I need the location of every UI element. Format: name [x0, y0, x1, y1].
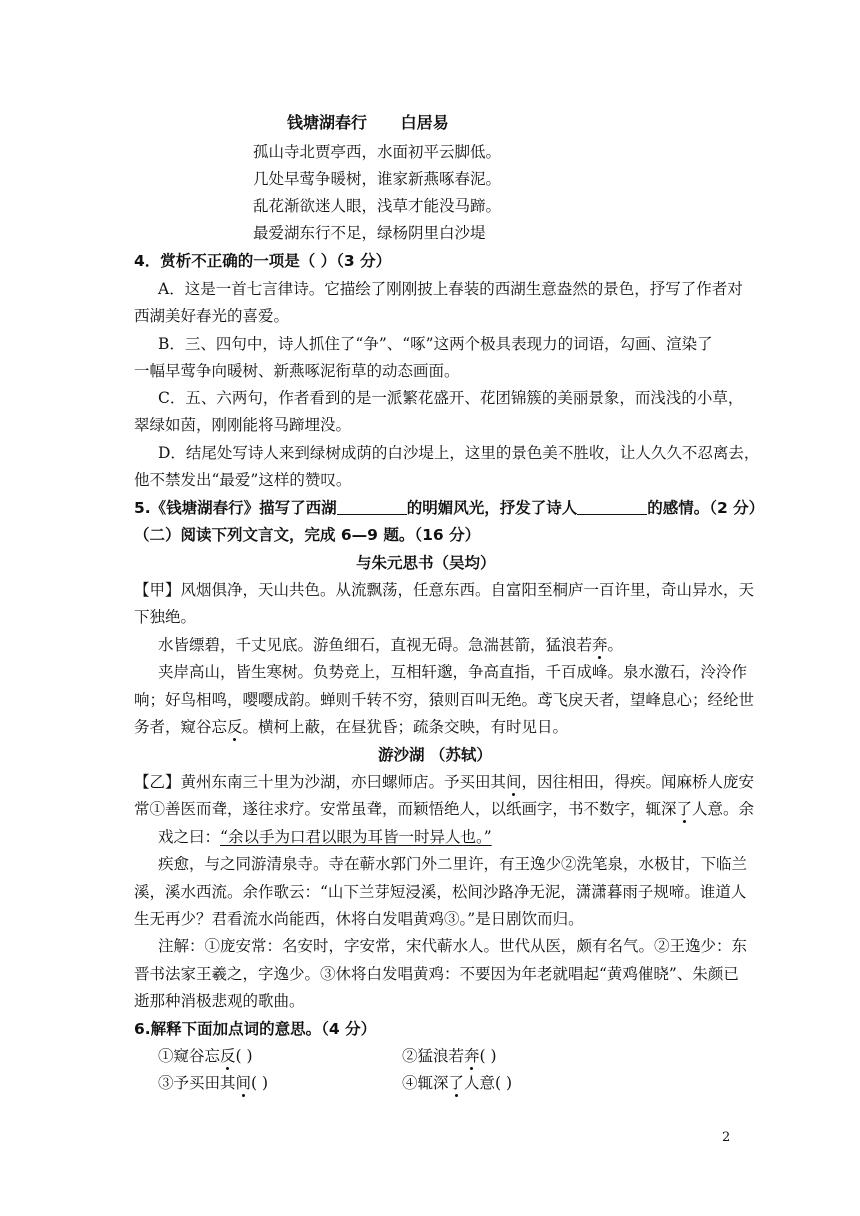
jia-title: 与朱元思书（吴均） [356, 554, 496, 572]
poem-line-1: 孤山寺北贾亭西，水面初平云脚低。 [253, 143, 502, 161]
poem-line-3: 乱花渐欲迷人眼，浅草才能没马蹄。 [253, 197, 502, 215]
jia-line-6 [134, 715, 568, 737]
yi-dotted-jian: 间 [506, 773, 522, 791]
q5-question [134, 496, 764, 518]
poem-line-4: 最爱湖东行不足，绿杨阴里白沙堤 [253, 224, 486, 242]
jia-line-1: 【甲】风烟俱净，天山共色。从流飘荡，任意东西。自富阳至桐庐一百许里，奇山异水，天 [134, 581, 755, 599]
q6-item-1-text: ①窥谷忘 [158, 1047, 221, 1065]
q6-item-3 [158, 1071, 268, 1093]
yi-note-3: 逝那种消极悲观的歌曲。 [134, 992, 305, 1010]
q6-item-2-dotted: 奔 [464, 1047, 480, 1065]
q6-item-1 [158, 1044, 253, 1066]
q6-item-3-text: ③予买田其 [158, 1074, 236, 1092]
jia-line-5: 响；好鸟相鸣，嘤嘤成韵。蝉则千转不穷，猿则百叫无绝。鸢飞戾天者，望峰息心；经纶世 [134, 691, 755, 709]
jia-line-3-end: 。 [607, 636, 624, 654]
q6-item-3-dotted: 间 [235, 1074, 252, 1092]
yi-note-2: 晋书法家王羲之，字逸少。③休将白发唱黄鸡：不要因为年老就唱起“黄鸡催晓”、朱颜已 [134, 965, 739, 983]
jia-line-6-text: 务者，窥谷忘 [134, 718, 228, 736]
q6-item-4-dotted: 了 [448, 1074, 465, 1092]
yi-line-4: 疾愈，与之同游清泉寺。寺在蕲水郭门外二里许，有王逸少②洗笔泉，水极甘，下临兰 [158, 855, 748, 873]
poem-title-text: 钱塘湖春行 [287, 113, 368, 132]
q4-option-b-line2: 一幅早莺争向暖树、新燕啄泥衔草的动态画面。 [134, 362, 460, 380]
q5-part2: 的明媚风光，抒发了诗人 [406, 499, 578, 517]
q6-item-3-answer[interactable]: ( ) [251, 1074, 269, 1092]
jia-line-4: 夹岸高山，皆生寒树。负势竞上，互相轩邈，争高直指，千百成峰。泉水激石，泠泠作 [158, 663, 748, 681]
jia-line-6-end: 。横柯上蔽，在昼犹昏；疏条交映，有时见日。 [242, 718, 569, 736]
yi-dotted-liao: 了 [676, 800, 693, 818]
q5-blank-2[interactable] [577, 499, 647, 516]
q5-part1: 5.《钱塘湖春行》描写了西湖 [134, 499, 337, 517]
q4-option-a-line2: 西湖美好春光的喜爱。 [134, 307, 290, 325]
q6-item-2-text: ②猛浪若 [402, 1047, 465, 1065]
q4-option-d-line1: D．结尾处写诗人来到绿树成荫的白沙堤上，这里的景色美不胜收，让人久久不忍离去， [158, 444, 760, 462]
page-number: 2 [722, 1130, 731, 1145]
q5-part3: 的感情。（2 分） [647, 499, 765, 517]
yi-line-1 [134, 770, 754, 792]
jia-line-3-text: 水皆缥碧，千丈见底。游鱼细石，直视无碍。急湍甚箭，猛浪若 [158, 636, 593, 654]
yi-line-2 [134, 797, 754, 819]
jia-dotted-fan: 反 [227, 718, 243, 736]
yi-line-2-text: 常①善医而聋，遂往求疗。安常虽聋，而颖悟绝人，以纸画字，书不数字，辄深 [134, 800, 677, 818]
yi-line-1-text: 【乙】黄州东南三十里为沙湖，亦曰螺师店。予买田其 [134, 773, 507, 791]
q6-item-4-text: ④辄深 [402, 1074, 449, 1092]
yi-line-5: 溪，溪水西流。余作歌云：“山下兰芽短浸溪，松间沙路净无泥，潇潇暮雨子规啼。谁道人 [134, 883, 747, 901]
yi-line-2-end: 人意。余 [692, 800, 755, 818]
q4-option-b-line1: B．三、四句中，诗人抓住了“争”、“啄”这两个极具表现力的词语，勾画、渲染了 [158, 335, 713, 353]
q6-item-4-answer[interactable]: 人意( ) [464, 1074, 513, 1092]
q4-option-d-line2: 他不禁发出“最爱”这样的赞叹。 [134, 471, 352, 489]
yi-line-3-text: 戏之曰： [158, 828, 221, 846]
q6-item-1-answer[interactable]: ( ) [235, 1047, 253, 1065]
jia-line-2: 下独绝。 [134, 608, 197, 626]
q6-stem: 6.解释下面加点词的意思。（4 分） [134, 1020, 377, 1038]
jia-line-3 [158, 633, 623, 655]
q6-item-2 [402, 1044, 497, 1066]
yi-line-1-end: ，因往相田，得疾。闻麻桥人庞安 [521, 773, 755, 791]
q5-blank-1[interactable] [337, 499, 407, 516]
yi-note-1: 注解：①庞安常：名安时，字安常，宋代蕲水人。世代从医，颇有名气。②王逸少：东 [158, 937, 748, 955]
yi-line-3 [158, 825, 492, 847]
poem-author: 白居易 [400, 113, 449, 132]
q6-item-1-dotted: 反 [220, 1047, 236, 1065]
q4-option-c-line1: C．五、六两句，作者看到的是一派繁花盛开、花团锦簇的美丽景象，而浅浅的小草， [158, 389, 744, 407]
yi-line-6: 生无再少？君看流水尚能西，休将白发唱黄鸡③。”是日剧饮而归。 [134, 910, 584, 928]
q4-option-c-line2: 翠绿如茵，刚刚能将马蹄埋没。 [134, 416, 352, 434]
poem-title [287, 110, 449, 133]
q4-stem: 4．赏析不正确的一项是（ ）（3 分） [134, 252, 392, 270]
yi-title: 游沙湖 （苏轼） [378, 746, 492, 764]
q6-item-4 [402, 1071, 512, 1093]
jia-dotted-ben: 奔 [592, 636, 608, 654]
yi-underlined-sentence: “余以手为口君以眼为耳皆一时异人也。” [220, 828, 492, 846]
poem-line-2: 几处早莺争暖树，谁家新燕啄春泥。 [253, 170, 502, 188]
section2-heading: （二）阅读下列文言文，完成 6—9 题。（16 分） [134, 526, 481, 544]
q6-item-2-answer[interactable]: ( ) [479, 1047, 497, 1065]
q4-option-a-line1: A．这是一首七言律诗。它描绘了刚刚披上春装的西湖生意盎然的景色，抒写了作者对 [158, 280, 743, 298]
